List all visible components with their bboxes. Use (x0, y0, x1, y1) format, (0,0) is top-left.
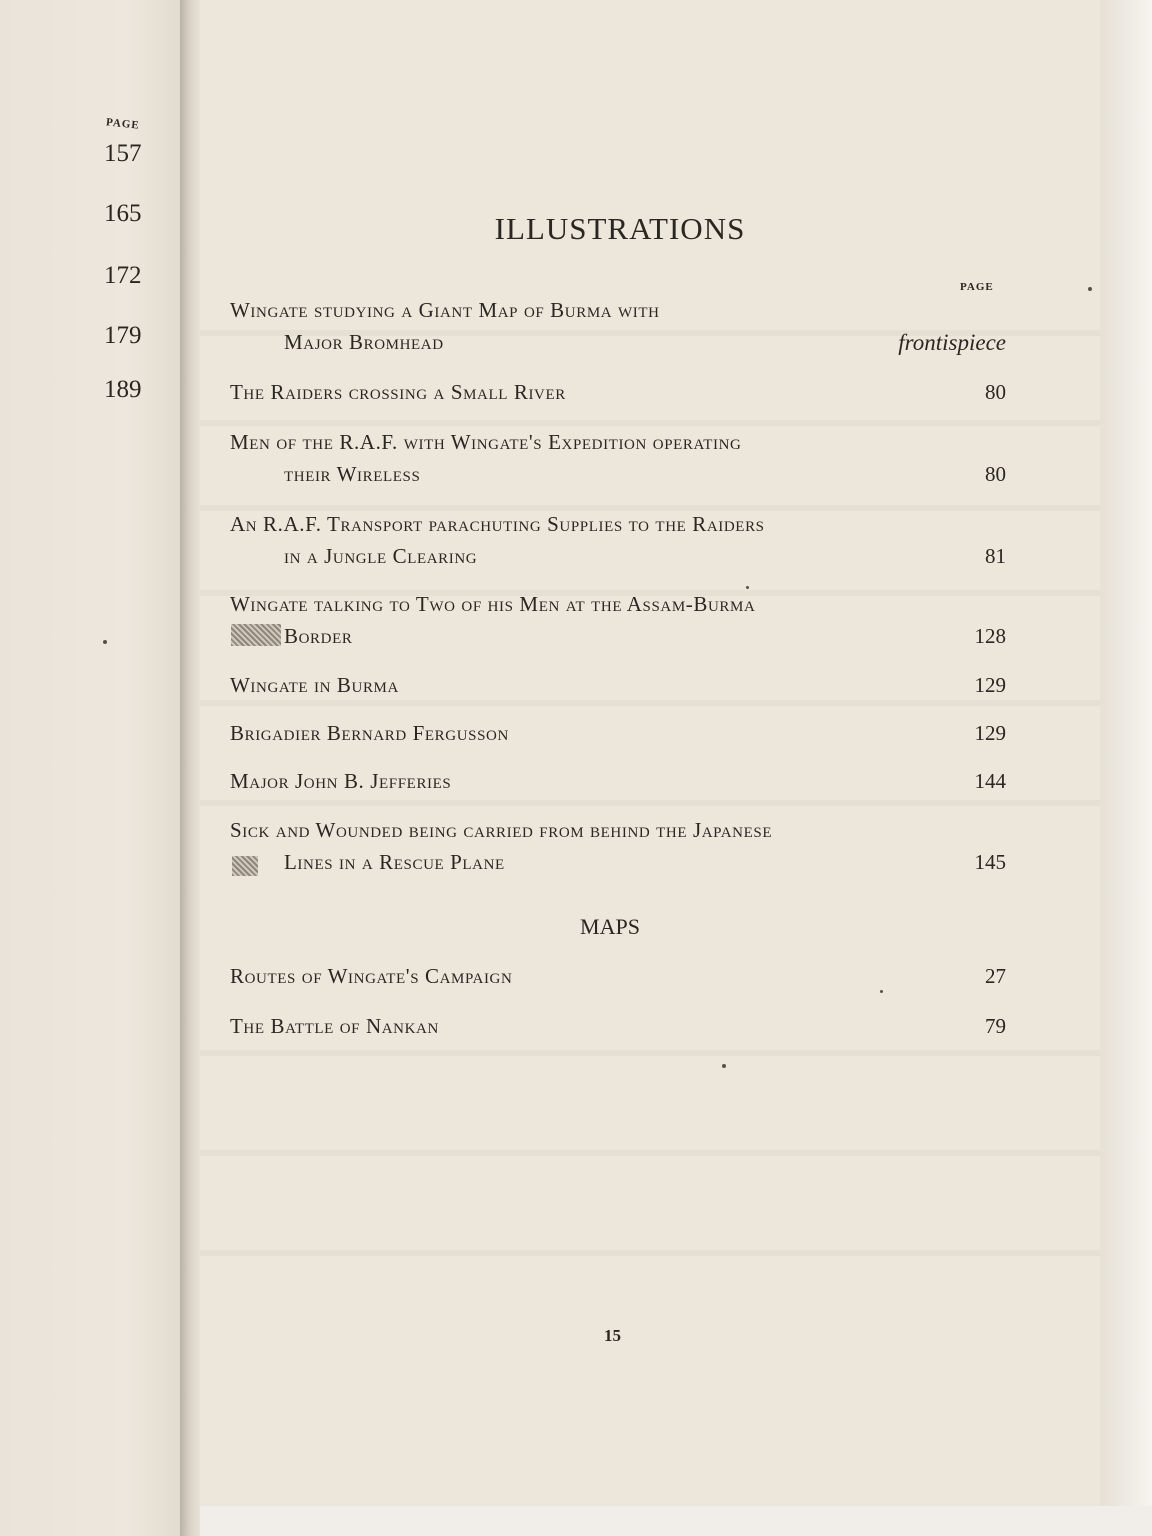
left-page-number: 157 (104, 140, 142, 167)
illustration-entry-line: Lines in a Rescue Plane (284, 850, 505, 874)
page-column-header: PAGE (960, 281, 994, 293)
illustration-page-ref: 129 (974, 721, 1006, 745)
illustration-entry-line: Wingate talking to Two of his Men at the Assam-Burma (230, 592, 756, 616)
illustration-entry-line: Major John B. Jefferies (230, 769, 452, 793)
page-title: ILLUSTRATIONS (494, 211, 746, 246)
illustration-entry-line: Brigadier Bernard Fergusson (230, 721, 509, 745)
illustration-entry-line: The Raiders crossing a Small River (230, 380, 566, 404)
paper-speck (103, 640, 107, 644)
page-number-folio: 15 (604, 1326, 621, 1345)
book-gutter (180, 0, 202, 1536)
illustration-entry-line: in a Jungle Clearing (284, 544, 478, 568)
illustration-entry-line: Wingate in Burma (230, 673, 399, 697)
map-entry-line: The Battle of Nankan (230, 1014, 439, 1038)
illustration-entry-line: Men of the R.A.F. with Wingate's Expedition operating (230, 430, 742, 454)
illustration-page-ref: 129 (974, 673, 1006, 697)
ink-smudge (231, 624, 281, 646)
illustration-entry-line: Wingate studying a Giant Map of Burma with (230, 298, 660, 322)
map-entry-line: Routes of Wingate's Campaign (230, 964, 513, 988)
illustration-entry-line: their Wireless (284, 462, 421, 486)
page-bottom-edge (200, 1506, 1152, 1536)
paper-speck (1088, 287, 1092, 291)
map-page-ref: 79 (985, 1014, 1006, 1038)
left-page-number: 172 (104, 262, 142, 289)
maps-heading: MAPS (580, 914, 640, 939)
paper-speck (722, 1064, 726, 1068)
page-edge (1100, 0, 1152, 1536)
paper-speck (746, 586, 749, 589)
illustration-page-ref: 144 (974, 769, 1006, 793)
paper-speck (880, 990, 883, 993)
illustration-page-ref: 128 (974, 624, 1006, 648)
illustration-entry-line: Border (284, 624, 353, 648)
illustration-entry-line: Sick and Wounded being carried from behind the Japanese (230, 818, 773, 842)
left-facing-page (0, 0, 182, 1536)
left-page-number: 179 (104, 322, 142, 349)
illustration-entry-line: An R.A.F. Transport parachuting Supplies to the Raiders (230, 512, 765, 536)
left-page-header: PAGE (105, 116, 141, 132)
illustration-page-ref: 145 (974, 850, 1006, 874)
ink-smudge (232, 856, 258, 876)
illustration-entry-line: Major Bromhead (284, 330, 444, 354)
illustration-page-ref: 80 (985, 462, 1006, 486)
left-page-number: 165 (104, 200, 142, 227)
left-page-number: 189 (104, 376, 142, 403)
illustration-page-ref: frontispiece (898, 330, 1006, 355)
illustration-page-ref: 81 (985, 544, 1006, 568)
map-page-ref: 27 (985, 964, 1006, 988)
illustration-page-ref: 80 (985, 380, 1006, 404)
